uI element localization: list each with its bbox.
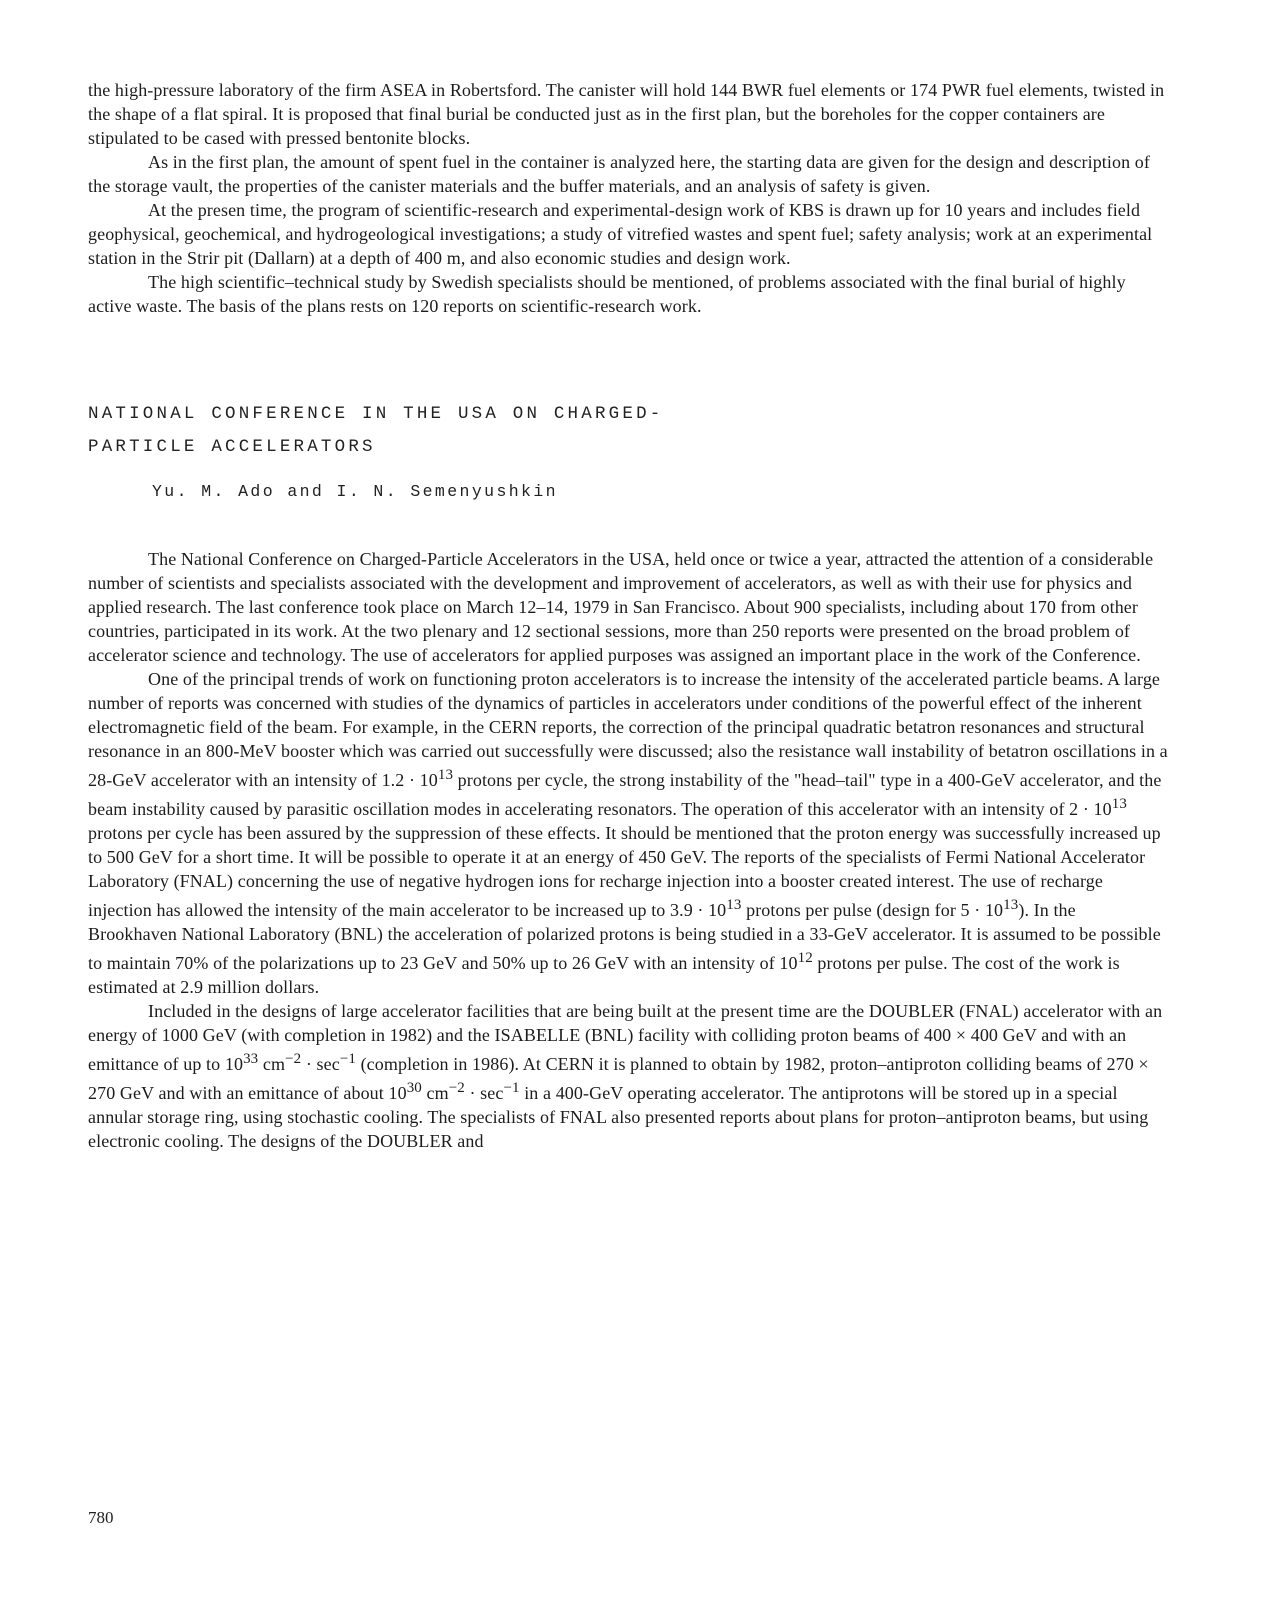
exponent: 13 xyxy=(1003,897,1019,913)
text-run: in a 400-GeV operating accelerator. The antiprotons will be stored up in a special annular storage ring, using stochastic cooling. The specialists of FNAL also presented reports about plans for proton–antiproton beams, but using electronic cooling. The designs of the DOUBLER and xyxy=(88,1083,1149,1151)
exponent: 13 xyxy=(726,897,742,913)
paragraph xyxy=(88,999,1168,1153)
page-number: 780 xyxy=(88,1508,114,1527)
paragraph: As in the first plan, the amount of spent fuel in the container is analyzed here, the starting data are given for the design and description of the storage vault, the properties of the canister materials and the buffer materials, and an analysis of safety is given. xyxy=(88,152,1150,196)
continued-section xyxy=(88,78,1168,318)
exponent: 12 xyxy=(797,950,813,966)
paragraph: The National Conference on Charged-Particle Accelerators in the USA, held once or twice a year, attracted the attention of a considerable number of scientists and specialists associated with the development and improvement of accelerators, as well as with their use for physics and applied research. The last conference took place on March 12–14, 1979 in San Francisco. About 900 specialists, including about 170 from other countries, participated in its work. At the two plenary and 12 sectional sessions, more than 250 reports were presented on the broad problem of accelerator science and technology. The use of accelerators for applied purposes was assigned an important place in the work of the Conference. xyxy=(88,549,1154,665)
text-run: Included in the designs of large accelerator facilities that are being built at the present time are the DOUBLER (FNAL) accelerator with an energy of 1000 GeV (with completion in 1982) and the ISABELLE (BNL) facility with colliding proton beams of 400 × 400 GeV and with an emittance of up to 10 xyxy=(88,1001,1163,1074)
exponent: 33 xyxy=(243,1051,259,1067)
exponent: −2 xyxy=(285,1051,302,1067)
article-title xyxy=(88,398,1168,464)
paragraph xyxy=(88,667,1168,999)
exponent: −1 xyxy=(339,1051,356,1067)
article-title-line: PARTICLE ACCELERATORS xyxy=(88,437,376,457)
text-run: cm xyxy=(421,1083,449,1103)
paragraph: At the presen time, the program of scientific-research and experimental-design work of KBS is drawn up for 10 years and includes field geophysical, geochemical, and hydrogeological investigations; a study of vitrefied wastes and spent fuel; safety analysis; work at an experimental station in the Strir pit (Dallarn) at a depth of 400 m, and also economic studies and design work. xyxy=(88,200,1153,268)
text-run: · sec xyxy=(301,1054,340,1074)
text-run: protons per cycle, the strong instability of the "head–tail" type in a 400-GeV accelerator, and the beam instability caused by parasitic oscillation modes in accelerating resonators. The operation of this accelerator with an intensity of 2 · 10 xyxy=(88,770,1162,819)
text-run: protons per pulse. The cost of the work is estimated at 2.9 million dollars. xyxy=(88,953,1120,997)
text-run: One of the principal trends of work on functioning proton accelerators is to increase the intensity of the accelerated particle beams. A large number of reports was concerned with studies of the dynamics of particles in accelerators under conditions of the powerful effect of the inherent electromagnetic field of the beam. For example, in the CERN reports, the correction of the principal quadratic betatron resonances and structural resonance in an 800-MeV booster which was carried out successfully were discussed; also the resistance wall instability of betatron oscillations in a 28-GeV accelerator with an intensity of 1.2 · 10 xyxy=(88,669,1168,790)
exponent: 13 xyxy=(1111,796,1127,812)
exponent: −1 xyxy=(503,1080,520,1096)
article-title-line: NATIONAL CONFERENCE IN THE USA ON CHARGED- xyxy=(88,404,664,424)
text-run: · sec xyxy=(464,1083,504,1103)
text-run: (completion in 1986). At CERN it is planned to obtain by 1982, proton–antiproton colliding beams of 270 × 270 GeV and with an emittance of about 10 xyxy=(88,1054,1149,1103)
article-authors: Yu. M. Ado and I. N. Semenyushkin xyxy=(152,482,558,501)
exponent: −2 xyxy=(448,1080,465,1096)
page-content xyxy=(88,78,1168,1153)
article xyxy=(88,398,1168,1153)
text-run: cm xyxy=(258,1054,286,1074)
exponent: 30 xyxy=(406,1080,422,1096)
paragraph: the high-pressure laboratory of the firm ASEA in Robertsford. The canister will hold 144 BWR fuel elements or 174 PWR fuel elements, twisted in the shape of a flat spiral. It is proposed that final burial be conducted just as in the first plan, but the boreholes for the copper containers are stipulated to be cased with pressed bentonite blocks. xyxy=(88,80,1165,148)
text-run: protons per pulse (design for 5 · 10 xyxy=(741,900,1004,920)
article-body xyxy=(88,547,1168,1153)
paragraph: The high scientific–technical study by Swedish specialists should be mentioned, of problems associated with the final burial of highly active waste. The basis of the plans rests on 120 reports on scientific-research work. xyxy=(88,272,1126,316)
text-run: protons per cycle has been assured by the suppression of these effects. It should be mentioned that the proton energy was successfully increased up to 500 GeV for a short time. It will be possible to operate it at an energy of 450 GeV. The reports of the specialists of Fermi National Accelerator Laboratory (FNAL) concerning the use of negative hydrogen ions for recharge injection into a booster created interest. The use of recharge injection has allowed the intensity of the main accelerator to be increased up to 3.9 · 10 xyxy=(88,823,1161,920)
text-run: ). In the Brookhaven National Laboratory (BNL) the acceleration of polarized protons is being studied in a 33-GeV accelerator. It is assumed to be possible to maintain 70% of the polarizations up to 23 GeV and 50% up to 26 GeV with an intensity of 10 xyxy=(88,900,1161,973)
exponent: 13 xyxy=(437,767,454,783)
